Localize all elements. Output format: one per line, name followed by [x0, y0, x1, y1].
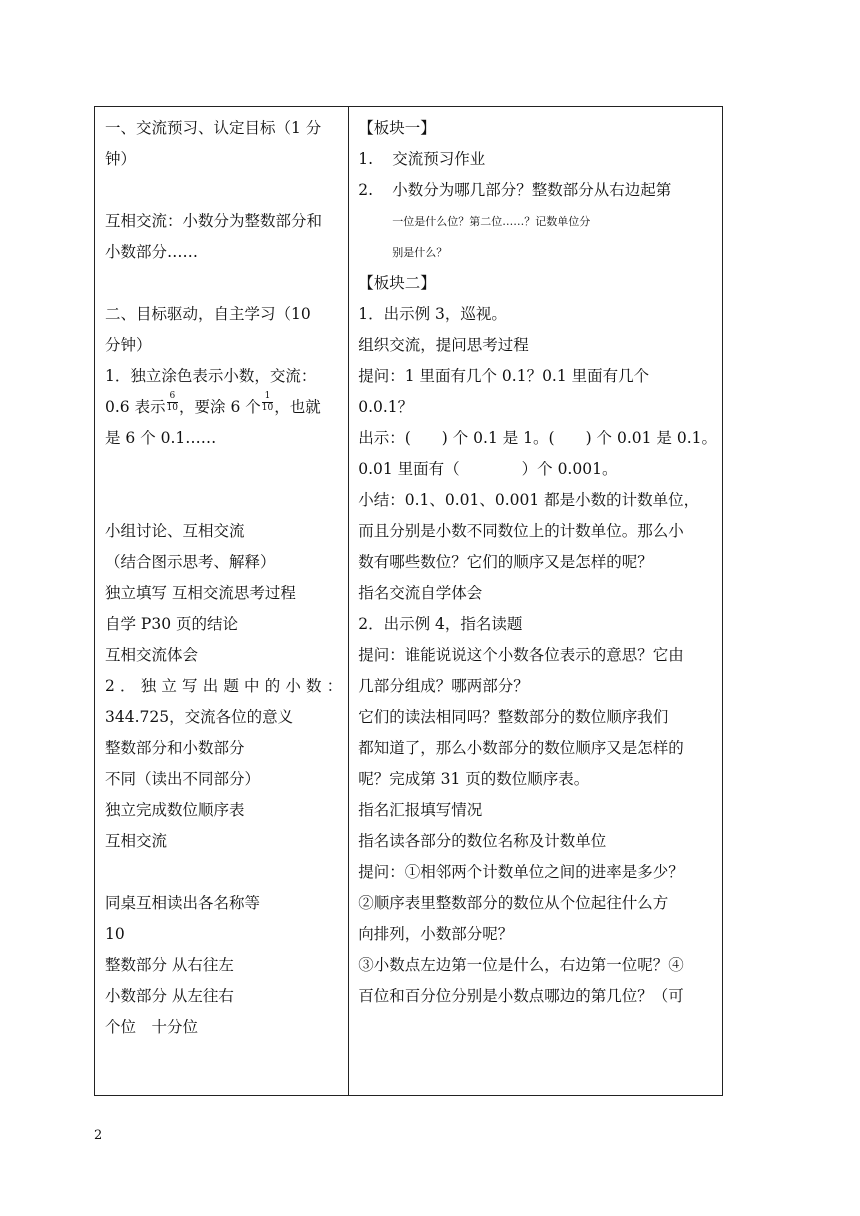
teacher-guidance-column — [349, 107, 722, 1095]
text-line: 独立填写 互相交流思考过程 — [105, 584, 296, 602]
text-line: 自学 P30 页的结论 — [105, 615, 239, 633]
text-line: 0.0.1？ — [358, 398, 414, 416]
text-line: 一、交流预习、认定目标（1 分 — [105, 119, 322, 137]
fraction-six-tenths: $\frac{6}{10}$ — [166, 390, 179, 413]
lesson-table — [94, 106, 723, 1096]
text-line: 百位和百分位分别是小数点哪边的第几位？（可 — [358, 987, 684, 1005]
list-item-continued: 一位是什么位？第二位……？记数单位分 — [392, 215, 591, 228]
text-line: 互相交流体会 — [105, 646, 199, 664]
text-line: 数有哪些数位？它们的顺序又是怎样的呢？ — [358, 553, 653, 571]
text-line: ②顺序表里整数部分的数位从个位起往什么方 — [358, 894, 669, 912]
page-number: 2 — [94, 1128, 103, 1143]
text-line: 它们的读法相同吗？整数部分的数位顺序我们 — [358, 708, 669, 726]
text-line: 分钟） — [105, 336, 152, 354]
text-line: 指名汇报填写情况 — [358, 801, 483, 819]
text-line: 2．独立写出题中的小数： — [105, 677, 343, 695]
text-line: ③小数点左边第一位是什么，右边第一位呢？④ — [358, 956, 684, 974]
text-line: 同桌互相读出各名称等 — [105, 894, 261, 912]
text-line: 提问：①相邻两个计数单位之间的进率是多少？ — [358, 863, 684, 881]
text-line: 10 — [105, 925, 125, 943]
text-line: 提问：谁能说说这个小数各位表示的意思？它由 — [358, 646, 684, 664]
text-line: （结合图示思考、解释） — [105, 553, 276, 571]
text-line: 指名交流自学体会 — [358, 584, 483, 602]
text-line: 整数部分和小数部分 — [105, 739, 245, 757]
text-line: 向排列，小数部分呢？ — [358, 925, 514, 943]
student-activity-column — [95, 107, 349, 1095]
text-line: 独立完成数位顺序表 — [105, 801, 245, 819]
text-line: 钟） — [105, 150, 137, 168]
text-line: 提问：1 里面有几个 0.1？0.1 里面有几个 — [358, 367, 650, 385]
list-item-continued: 别是什么？ — [392, 246, 448, 259]
text-line: 小结：0.1、0.01、0.001 都是小数的计数单位， — [358, 491, 700, 509]
text-line: 呢？完成第 31 页的数位顺序表。 — [358, 770, 590, 788]
text-line: 而且分别是小数不同数位上的计数单位。那么小 — [358, 522, 684, 540]
text-line: 几部分组成？哪两部分？ — [358, 677, 529, 695]
section-heading: 【板块一】 — [358, 119, 436, 137]
text-line: 2．出示例 4，指名读题 — [358, 615, 523, 633]
text-line: 组织交流，提问思考过程 — [358, 336, 529, 354]
text-line: 整数部分 从右往左 — [105, 956, 234, 974]
text-line: 1．出示例 3，巡视。 — [358, 305, 507, 323]
list-item: 2. 小数分为哪几部分？整数部分从右边起第 — [358, 181, 672, 199]
text-line: 344.725，交流各位的意义 — [105, 708, 294, 726]
text-line: 互相交流 — [105, 832, 168, 850]
text-line: 指名读各部分的数位名称及计数单位 — [358, 832, 607, 850]
text-line: 小数部分…… — [105, 243, 199, 261]
text-line: 互相交流：小数分为整数部分和 — [105, 212, 323, 230]
text-line: 小数部分 从左往右 — [105, 987, 234, 1005]
text-line: 出示：( ) 个 0.1 是 1。( ) 个 0.01 是 0.1。 — [358, 429, 717, 447]
text-line: 个位 十分位 — [105, 1018, 199, 1036]
text-line: 不同（读出不同部分） — [105, 770, 261, 788]
section-heading: 【板块二】 — [358, 274, 436, 292]
text-line: 0.01 里面有（ ）个 0.001。 — [358, 460, 618, 478]
text-line: 小组讨论、互相交流 — [105, 522, 245, 540]
fraction-line: 0.6 表示 $\frac{6}{10}$ ，要涂 6 个 $\frac{1}{10}$ ，也就 — [105, 390, 321, 416]
text-line: 是 6 个 0.1…… — [105, 429, 217, 447]
text-line: 二、目标驱动，自主学习（10 — [105, 305, 311, 323]
text-line: 都知道了，那么小数部分的数位顺序又是怎样的 — [358, 739, 684, 757]
list-item: 1. 交流预习作业 — [358, 150, 486, 168]
text-line: 1．独立涂色表示小数，交流： — [105, 367, 317, 385]
fraction-one-tenth: $\frac{1}{10}$ — [261, 390, 274, 413]
